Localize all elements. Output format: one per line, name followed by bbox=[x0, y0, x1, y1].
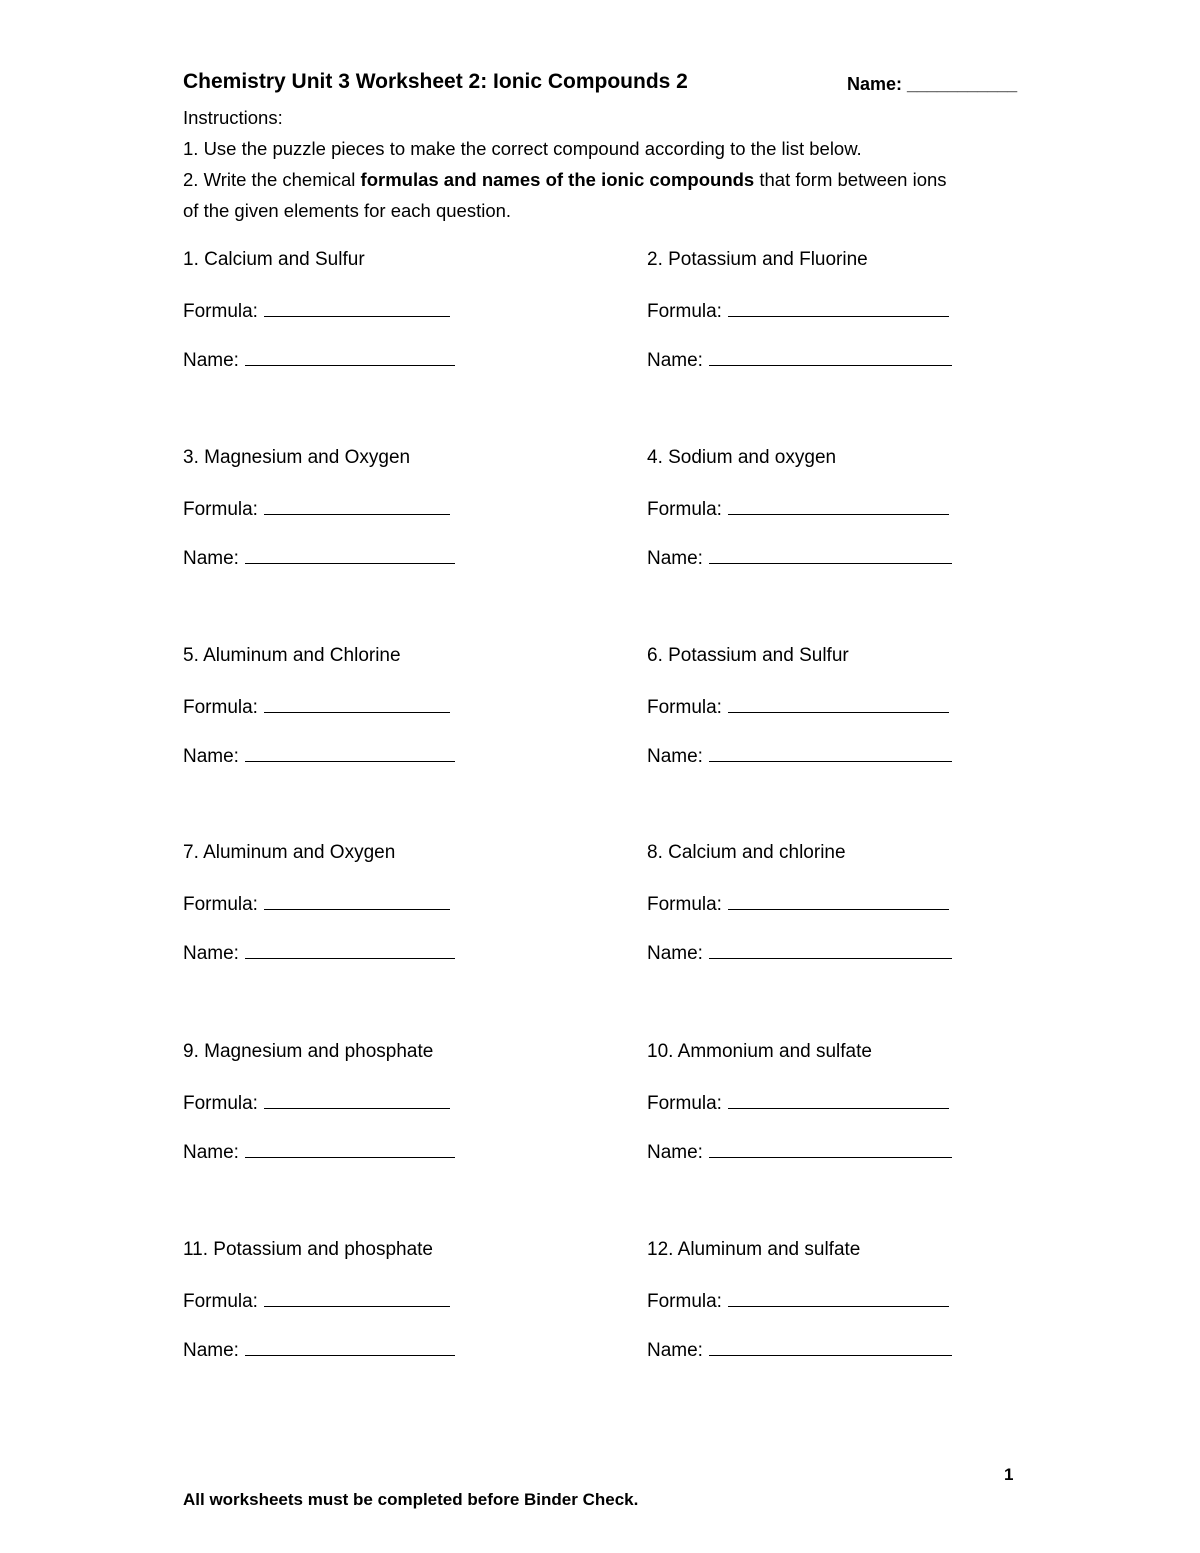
question-11: 11. Potassium and phosphate bbox=[183, 1239, 433, 1260]
formula-row bbox=[183, 496, 450, 521]
name-label: Name: bbox=[183, 1340, 239, 1361]
formula-answer-blank[interactable] bbox=[264, 298, 450, 317]
instruction-line-3: of the given elements for each question. bbox=[183, 200, 512, 221]
name-row bbox=[647, 545, 952, 570]
question-12: 12. Aluminum and sulfate bbox=[647, 1239, 861, 1260]
formula-label: Formula: bbox=[183, 1291, 258, 1312]
formula-label: Formula: bbox=[183, 499, 258, 520]
name-label: Name: bbox=[183, 746, 239, 767]
question-4: 4. Sodium and oxygen bbox=[647, 447, 837, 468]
name-label: Name: bbox=[183, 548, 239, 569]
name-row bbox=[647, 940, 952, 965]
instruction-line-2-end: that form between ions bbox=[754, 169, 947, 190]
name-row bbox=[183, 1139, 455, 1164]
formula-row bbox=[183, 1288, 450, 1313]
name-answer-blank[interactable] bbox=[245, 1337, 455, 1356]
formula-answer-blank[interactable] bbox=[264, 1288, 450, 1307]
formula-answer-blank[interactable] bbox=[264, 891, 450, 910]
question-1: 1. Calcium and Sulfur bbox=[183, 249, 365, 270]
name-answer-blank[interactable] bbox=[709, 743, 952, 762]
formula-row bbox=[647, 694, 949, 719]
formula-label: Formula: bbox=[647, 301, 722, 322]
worksheet-title: Chemistry Unit 3 Worksheet 2: Ionic Compounds 2 bbox=[183, 70, 688, 93]
formula-label: Formula: bbox=[647, 1291, 722, 1312]
instruction-line-1: 1. Use the puzzle pieces to make the correct compound according to the list below. bbox=[183, 138, 862, 159]
formula-label: Formula: bbox=[647, 499, 722, 520]
formula-label: Formula: bbox=[647, 1093, 722, 1114]
name-answer-blank[interactable] bbox=[709, 940, 952, 959]
formula-row bbox=[647, 496, 949, 521]
name-answer-blank[interactable] bbox=[709, 1139, 952, 1158]
name-label: Name: bbox=[647, 350, 703, 371]
name-label: Name: bbox=[647, 746, 703, 767]
formula-answer-blank[interactable] bbox=[728, 891, 949, 910]
formula-row bbox=[183, 1090, 450, 1115]
formula-row bbox=[647, 1288, 949, 1313]
name-answer-blank[interactable] bbox=[245, 1139, 455, 1158]
name-row bbox=[183, 545, 455, 570]
formula-answer-blank[interactable] bbox=[728, 496, 949, 515]
formula-answer-blank[interactable] bbox=[264, 496, 450, 515]
question-2: 2. Potassium and Fluorine bbox=[647, 249, 868, 270]
name-row bbox=[647, 1337, 952, 1362]
formula-row bbox=[183, 891, 450, 916]
question-9: 9. Magnesium and phosphate bbox=[183, 1041, 434, 1062]
name-label: Name: bbox=[647, 943, 703, 964]
name-row bbox=[183, 1337, 455, 1362]
name-answer-blank[interactable] bbox=[709, 347, 952, 366]
formula-label: Formula: bbox=[647, 894, 722, 915]
student-name-field[interactable]: Name: ___________ bbox=[847, 74, 1018, 94]
question-5: 5. Aluminum and Chlorine bbox=[183, 645, 401, 666]
name-answer-blank[interactable] bbox=[709, 545, 952, 564]
formula-row bbox=[183, 298, 450, 323]
name-label: Name: bbox=[647, 1142, 703, 1163]
formula-row bbox=[647, 1090, 949, 1115]
question-7: 7. Aluminum and Oxygen bbox=[183, 842, 396, 863]
instruction-emphasis: formulas and names of the ionic compounds bbox=[360, 169, 755, 190]
formula-label: Formula: bbox=[183, 697, 258, 718]
name-row bbox=[183, 743, 455, 768]
name-row bbox=[647, 1139, 952, 1164]
name-row bbox=[183, 940, 455, 965]
name-answer-blank[interactable] bbox=[245, 347, 455, 366]
question-8: 8. Calcium and chlorine bbox=[647, 842, 846, 863]
name-row bbox=[183, 347, 455, 372]
instructions-heading: Instructions: bbox=[183, 107, 283, 128]
name-label: Name: bbox=[183, 350, 239, 371]
footer-note: All worksheets must be completed before Binder Check. bbox=[183, 1490, 639, 1509]
name-row bbox=[647, 347, 952, 372]
name-label: Name: bbox=[647, 1340, 703, 1361]
formula-answer-blank[interactable] bbox=[264, 1090, 450, 1109]
formula-answer-blank[interactable] bbox=[728, 1090, 949, 1109]
name-answer-blank[interactable] bbox=[245, 940, 455, 959]
formula-label: Formula: bbox=[183, 301, 258, 322]
formula-label: Formula: bbox=[183, 1093, 258, 1114]
question-10: 10. Ammonium and sulfate bbox=[647, 1041, 872, 1062]
formula-answer-blank[interactable] bbox=[728, 1288, 949, 1307]
name-label: Name: bbox=[647, 548, 703, 569]
name-answer-blank[interactable] bbox=[245, 545, 455, 564]
name-row bbox=[647, 743, 952, 768]
formula-row bbox=[647, 891, 949, 916]
formula-row bbox=[183, 694, 450, 719]
instruction-line-2-start: 2. Write the chemical bbox=[183, 169, 361, 190]
name-answer-blank[interactable] bbox=[709, 1337, 952, 1356]
formula-label: Formula: bbox=[647, 697, 722, 718]
question-6: 6. Potassium and Sulfur bbox=[647, 645, 849, 666]
name-label: Name: bbox=[183, 943, 239, 964]
page-number: 1 bbox=[1004, 1465, 1014, 1484]
formula-row bbox=[647, 298, 949, 323]
instruction-line-2 bbox=[183, 169, 947, 191]
formula-label: Formula: bbox=[183, 894, 258, 915]
formula-answer-blank[interactable] bbox=[264, 694, 450, 713]
question-3: 3. Magnesium and Oxygen bbox=[183, 447, 411, 468]
formula-answer-blank[interactable] bbox=[728, 694, 949, 713]
name-answer-blank[interactable] bbox=[245, 743, 455, 762]
name-label: Name: bbox=[183, 1142, 239, 1163]
formula-answer-blank[interactable] bbox=[728, 298, 949, 317]
